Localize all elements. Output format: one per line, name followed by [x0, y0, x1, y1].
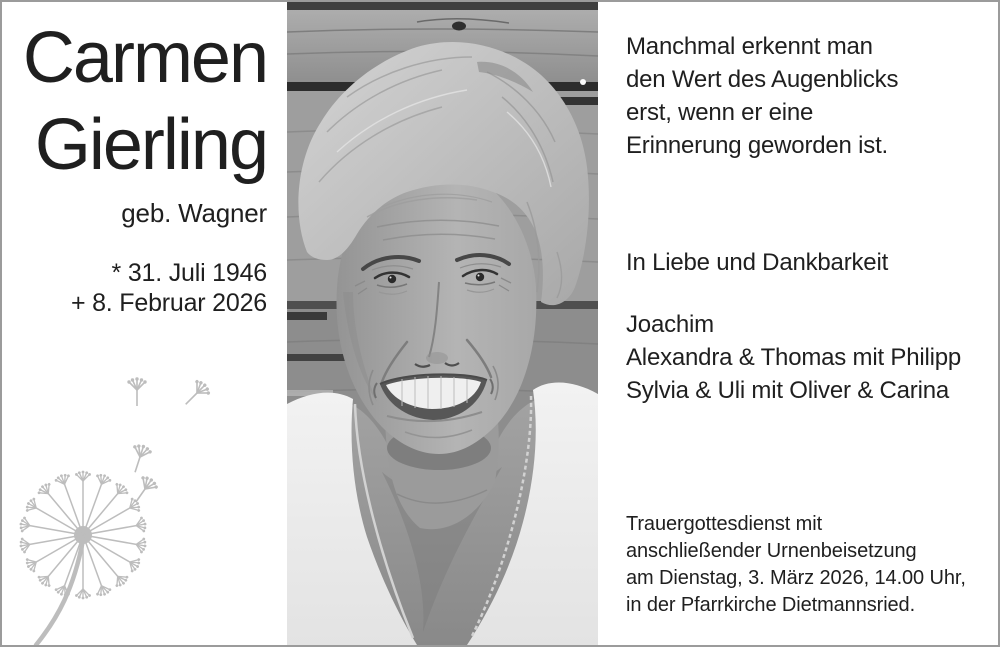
maiden-name: geb. Wagner [121, 198, 267, 228]
memorial-quote [626, 30, 898, 162]
deceased-name [23, 15, 267, 189]
quote-line: Manchmal erkennt man [626, 33, 873, 60]
name-line-1: Carmen [22, 18, 267, 98]
service-line: am Dienstag, 3. März 2026, 14.00 Uhr, [626, 567, 966, 589]
dandelion-illustration [12, 370, 222, 645]
death-date: + 8. Februar 2026 [70, 289, 267, 317]
quote-line: den Wert des Augenblicks [626, 66, 899, 93]
family-line: Alexandra & Thomas mit Philipp [626, 344, 962, 371]
quote-line: Erinnerung geworden ist. [626, 132, 889, 159]
life-dates [71, 258, 267, 318]
service-line: Trauergottesdienst mit [626, 513, 823, 535]
service-line: in der Pfarrkirche Dietmannsried. [626, 594, 916, 616]
right-column [626, 2, 998, 645]
family-line: Sylvia & Uli mit Oliver & Carina [626, 377, 950, 404]
service-line: anschließender Urnenbeisetzung [626, 540, 917, 562]
name-line-2: Gierling [34, 105, 267, 185]
family-names [626, 308, 961, 407]
condolence-line: In Liebe und Dankbarkeit [626, 249, 889, 276]
portrait-photo [287, 2, 598, 645]
birth-date: * 31. Juli 1946 [111, 259, 267, 287]
left-column [2, 2, 267, 645]
funeral-service-info [626, 511, 966, 619]
quote-line: erst, wenn er eine [626, 99, 814, 126]
family-line: Joachim [626, 311, 714, 338]
